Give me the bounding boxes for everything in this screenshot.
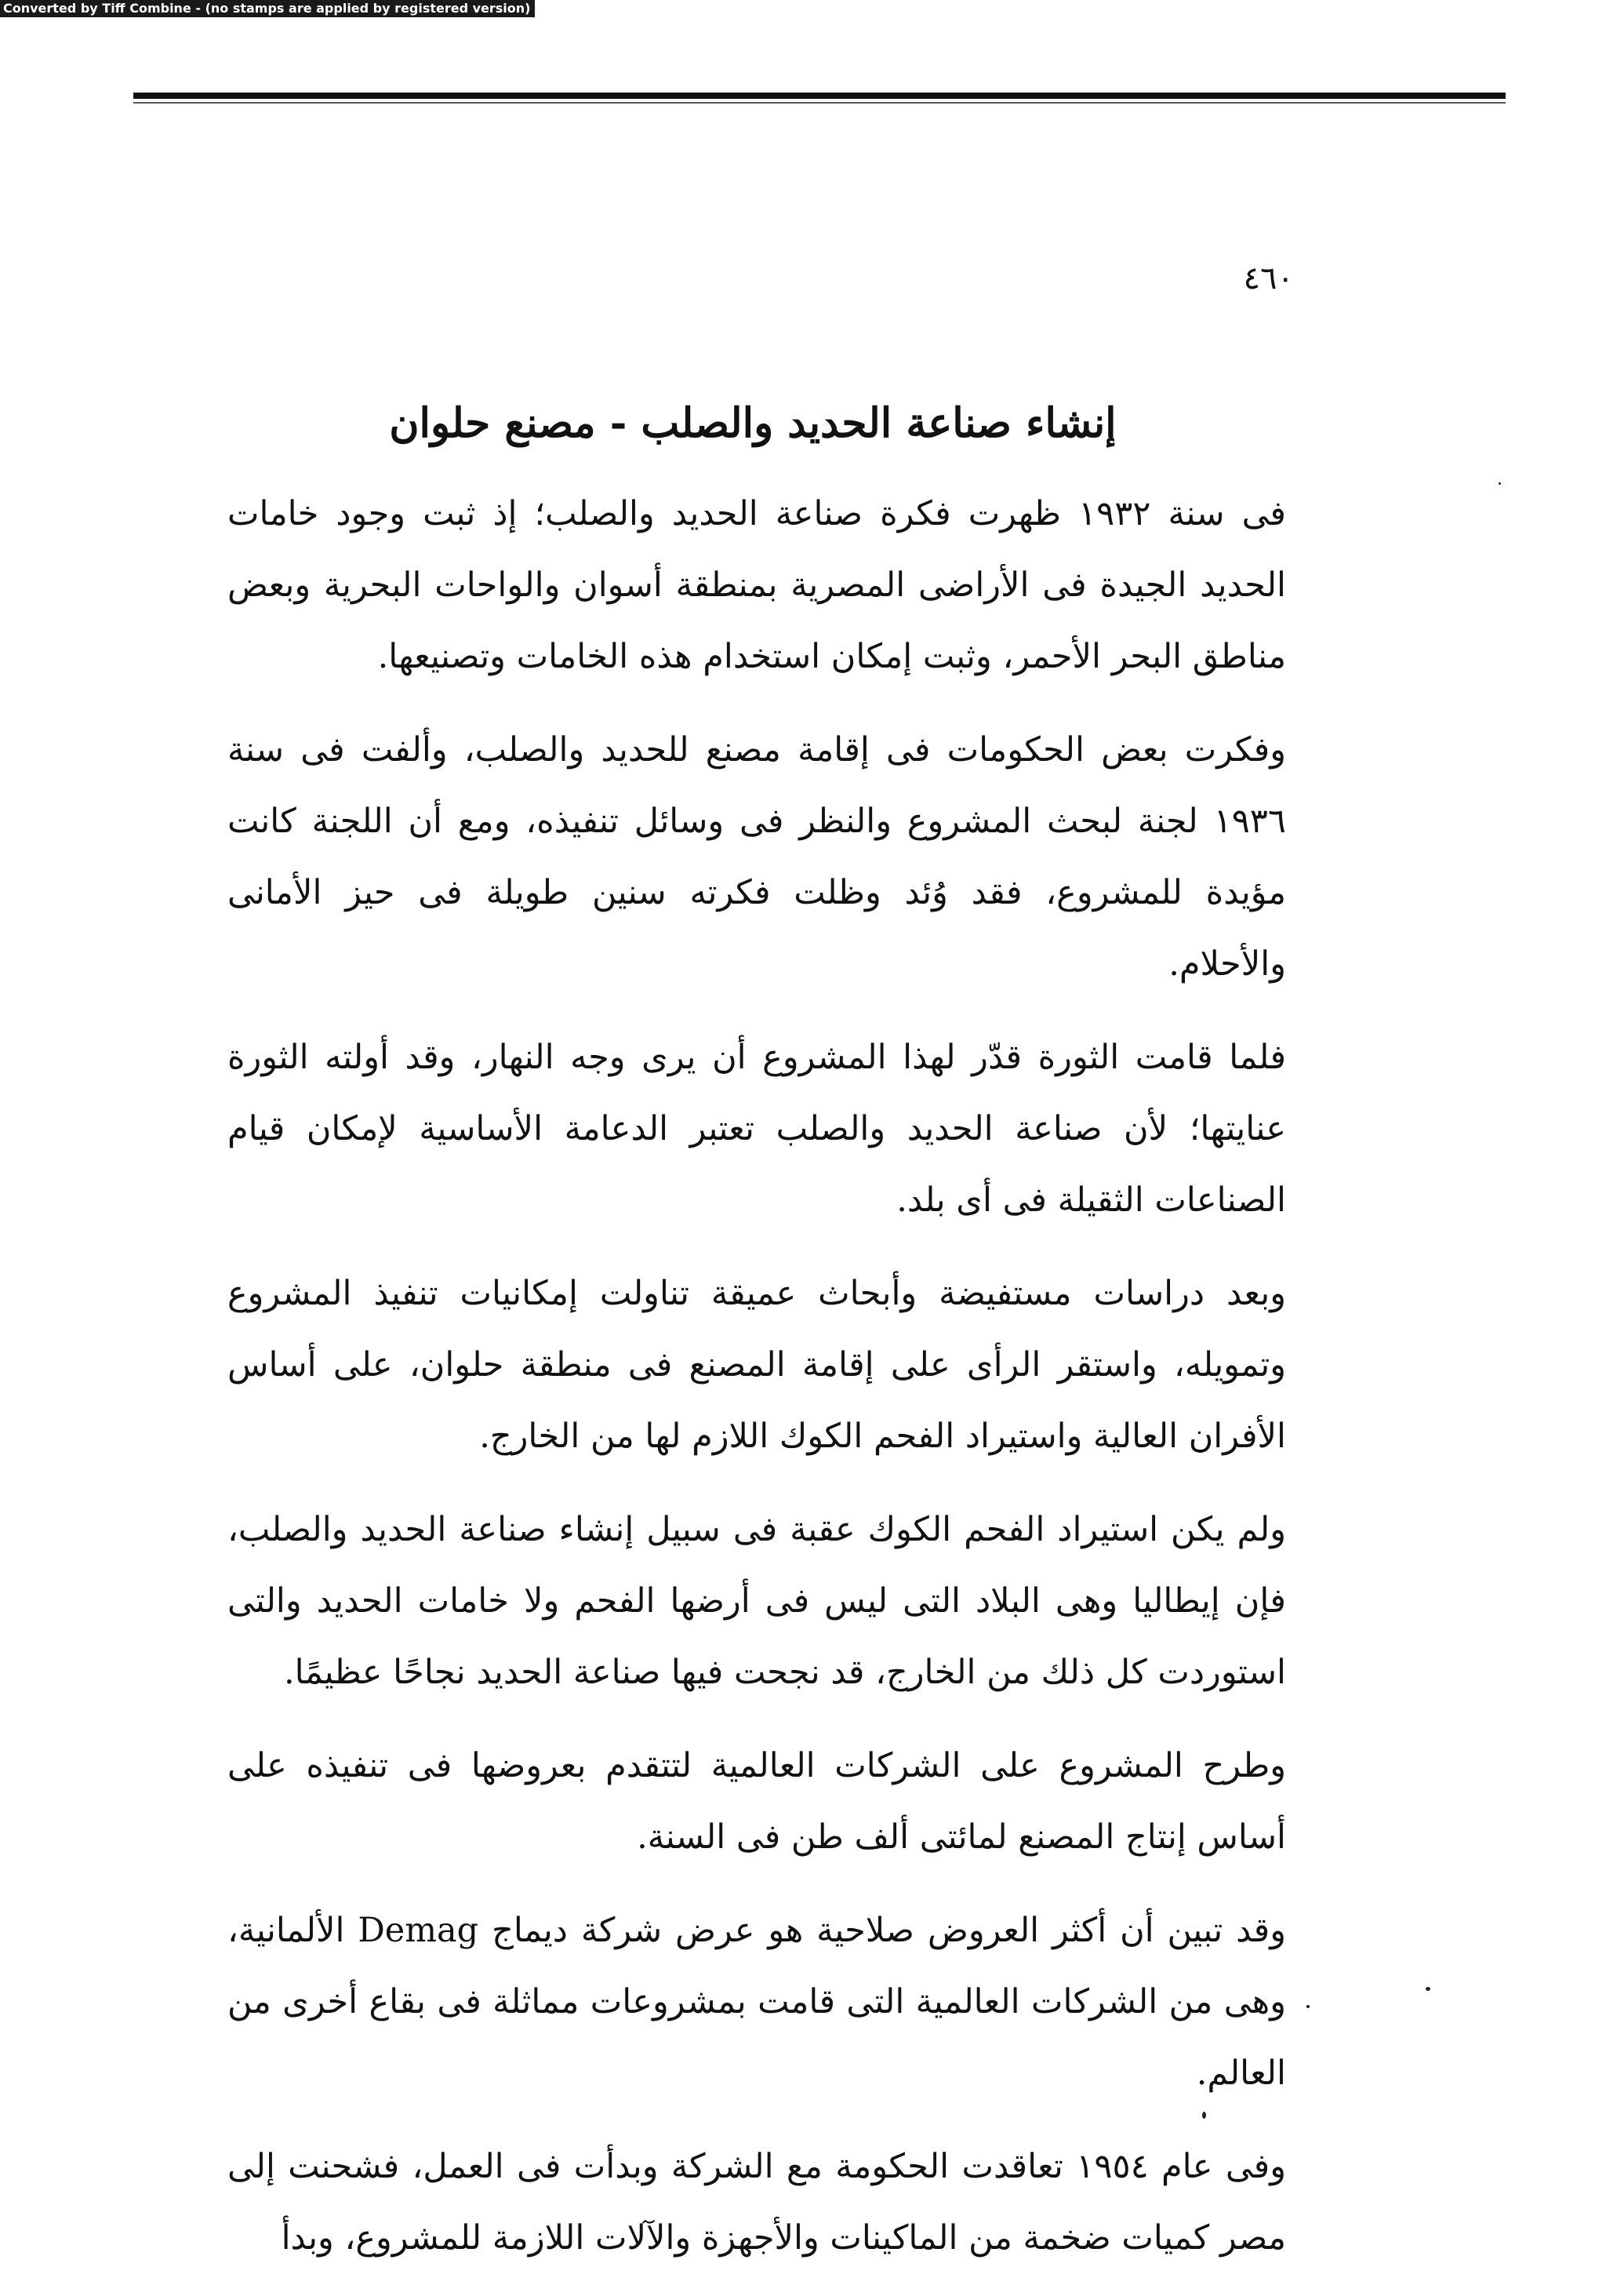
scan-speck — [1499, 482, 1501, 485]
scan-speck — [1306, 2005, 1310, 2008]
paragraph: فى سنة ١٩٣٢ ظهرت فكرة صناعة الحديد والصلب؛ إذ ثبت وجود خامات الحديد الجيدة فى الأراضى المصرية بمنطقة أسوان والواحات البحرية وبعض مناطق البحر الأحمر، وثبت إمكان استخدام هذه الخامات وتصنيعها. — [227, 494, 1286, 676]
paragraph: وفى عام ١٩٥٤ تعاقدت الحكومة مع الشركة وبدأت فى العمل، فشحنت إلى مصر كميات ضخمة من الماكينات والأجهزة والآلات اللازمة للمشروع، وبدأ — [227, 2147, 1286, 2258]
paragraph: وفكرت بعض الحكومات فى إقامة مصنع للحديد والصلب، وألفت فى سنة ١٩٣٦ لجنة لبحث المشروع والنظر فى وسائل تنفيذه، ومع أن اللجنة كانت مؤيدة للمشروع، فقد وُئد وظلت فكرته سنين طويلة فى حيز الأمانى والأحلام. — [227, 730, 1286, 984]
scan-speck — [1426, 1987, 1430, 1991]
body-text — [227, 478, 1286, 2296]
header-rule — [133, 93, 1506, 99]
page-number: ٤٦٠ — [1243, 260, 1294, 297]
section-heading: إنشاء صناعة الحديد والصلب - مصنع حلوان — [389, 399, 1117, 447]
paragraph: وقد تبين أن أكثر العروض صلاحية هو عرض شركة ديماج Demag الألمانية، وهى من الشركات العالمية التى قامت بمشروعات مماثلة فى بقاع أخرى من العالم. — [227, 1911, 1286, 2093]
paragraph: ولم يكن استيراد الفحم الكوك عقبة فى سبيل إنشاء صناعة الحديد والصلب، فإن إيطاليا وهى البلاد التى ليس فى أرضها الفحم ولا خامات الحديد والتى استوردت كل ذلك من الخارج، قد نجحت فيها صناعة الحديد نجاحًا عظيمًا. — [227, 1510, 1286, 1692]
scan-speck — [1202, 2112, 1206, 2119]
converter-banner: Converted by Tiff Combine - (no stamps are applied by registered version) — [0, 0, 535, 17]
paragraph: فلما قامت الثورة قدّر لهذا المشروع أن يرى وجه النهار، وقد أولته الثورة عنايتها؛ لأن صناعة الحديد والصلب تعتبر الدعامة الأساسية لإمكان قيام الصناعات الثقيلة فى أى بلد. — [227, 1038, 1286, 1220]
paragraph: وطرح المشروع على الشركات العالمية لتتقدم بعروضها فى تنفيذه على أساس إنتاج المصنع لمائتى ألف طن فى السنة. — [227, 1746, 1286, 1857]
paragraph: وبعد دراسات مستفيضة وأبحاث عميقة تناولت إمكانيات تنفيذ المشروع وتمويله، واستقر الرأى على إقامة المصنع فى منطقة حلوان، على أساس الأفران العالية واستيراد الفحم الكوك اللازم لها من الخارج. — [227, 1274, 1286, 1456]
header-rule-thin — [133, 102, 1506, 104]
